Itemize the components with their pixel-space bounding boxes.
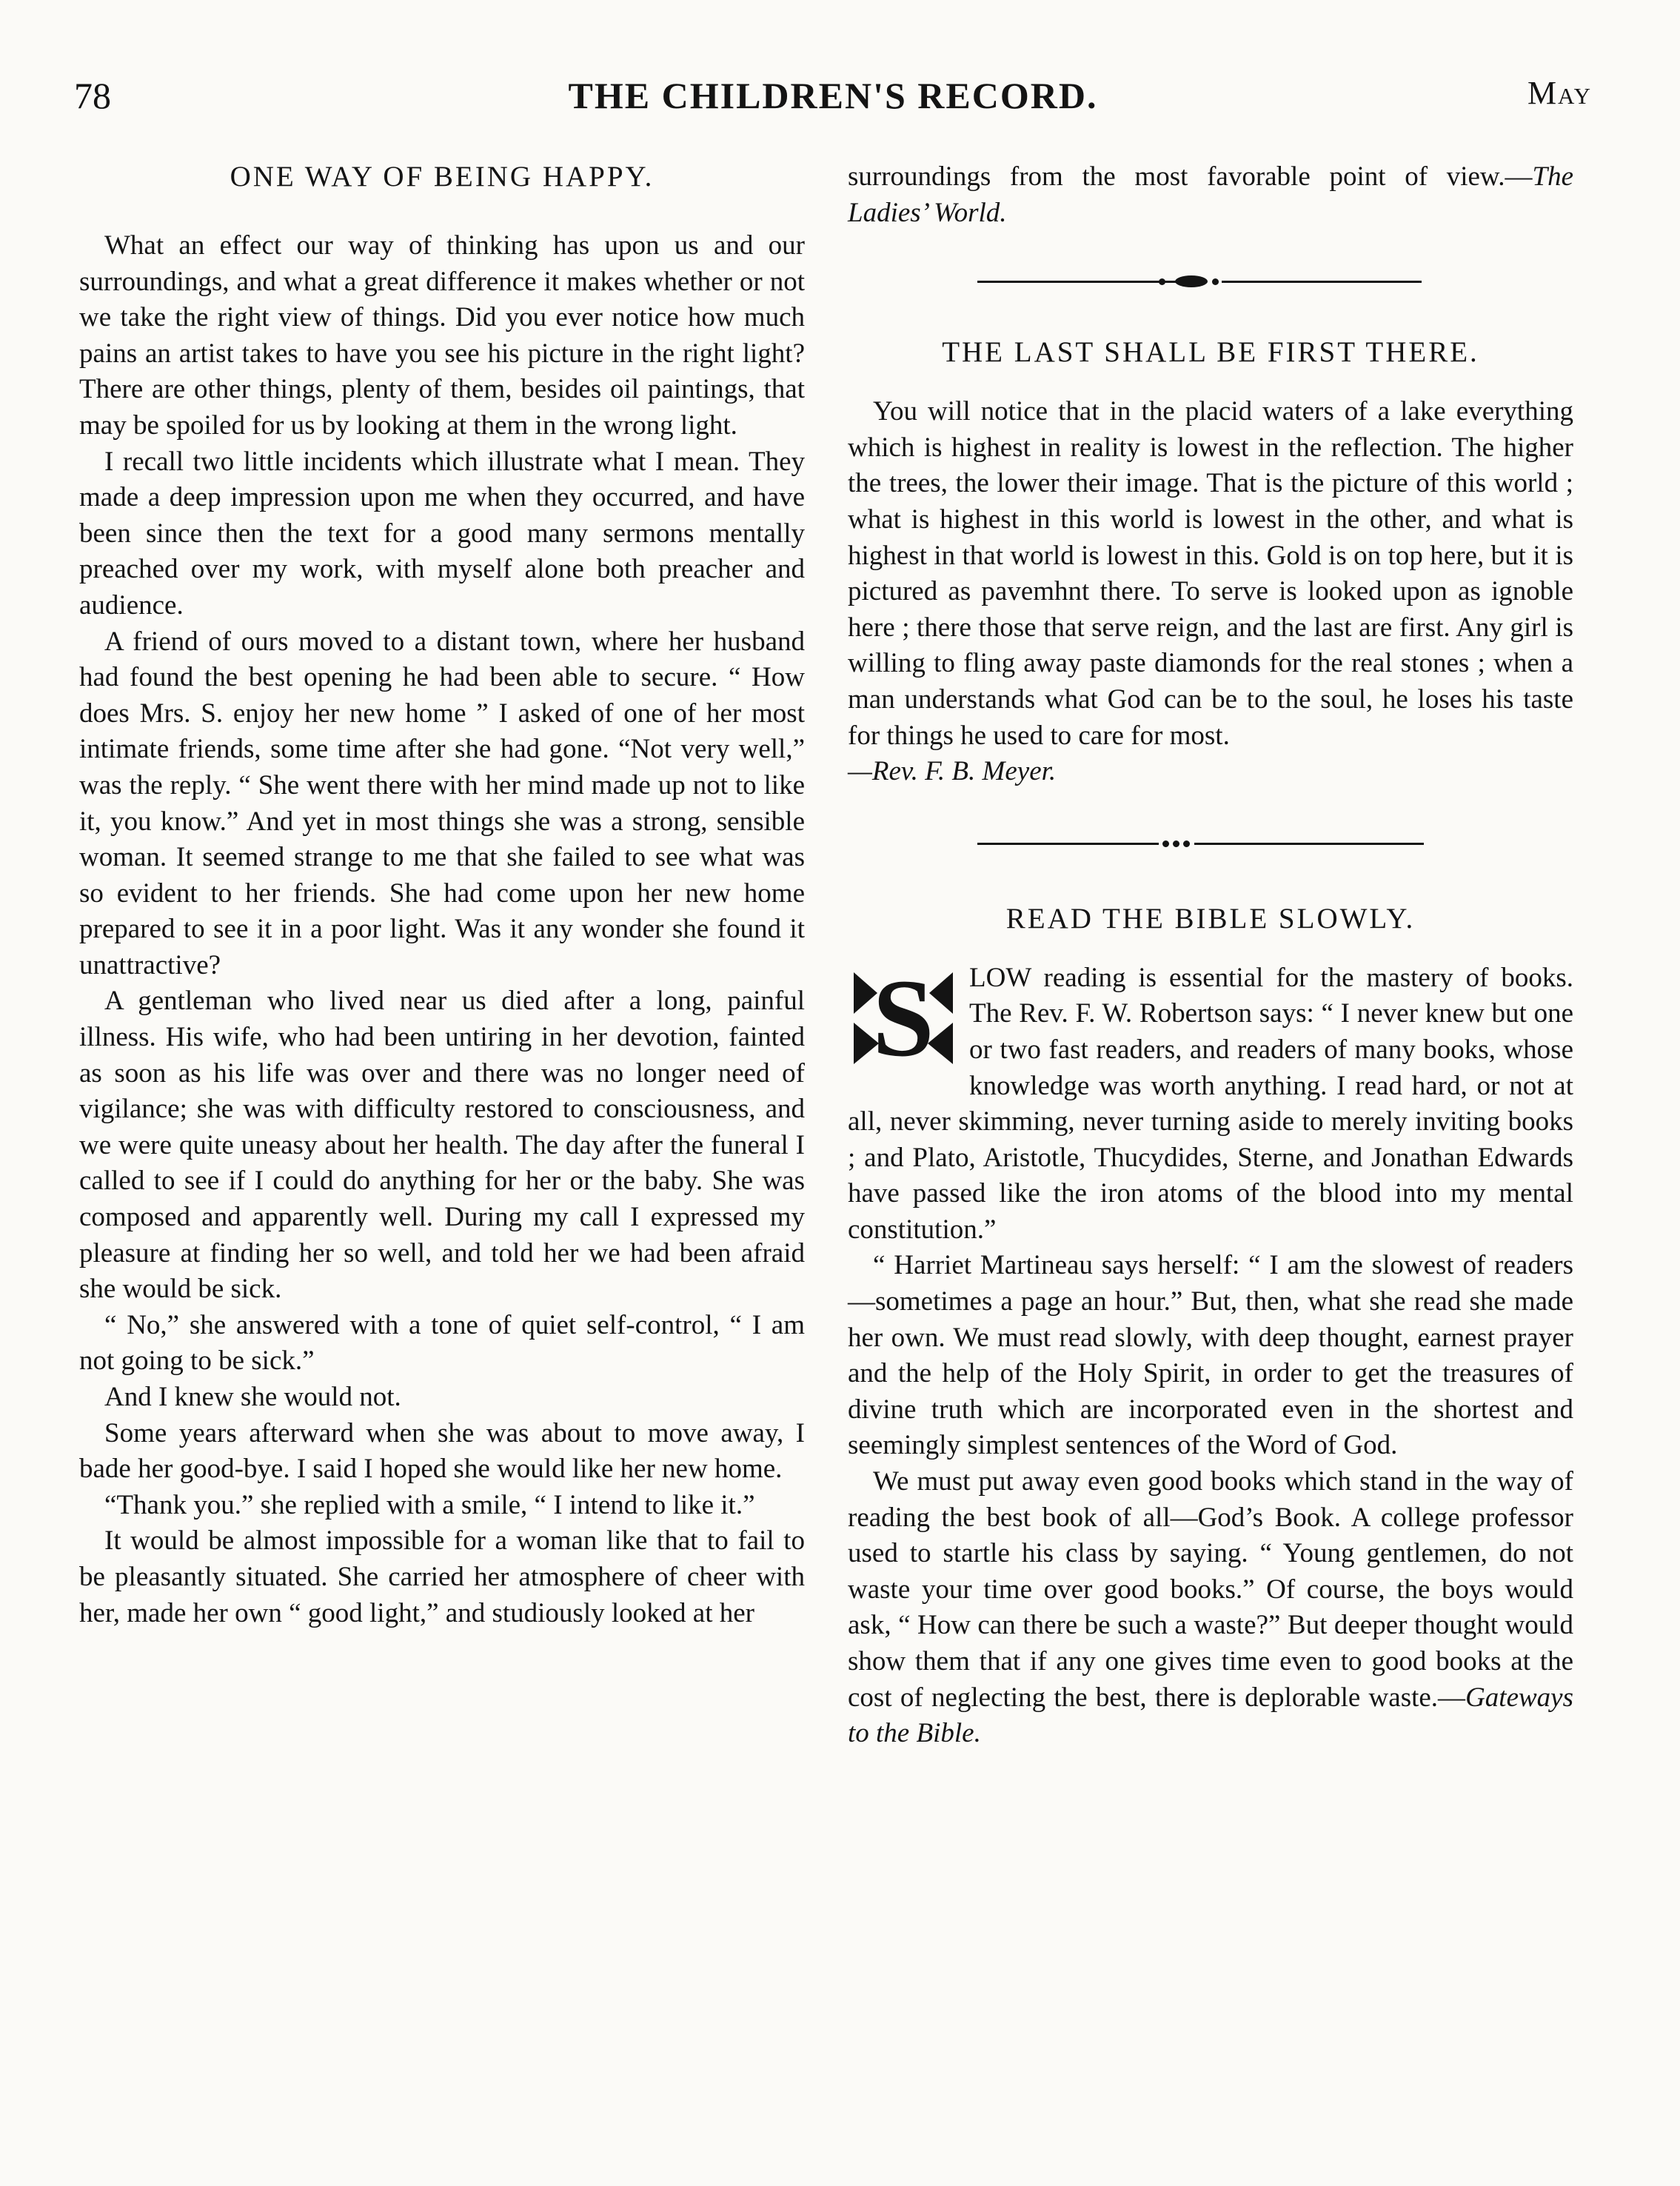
page-number: 78 <box>74 75 111 116</box>
paragraph: I recall two little incidents which illustrate what I mean. They made a deep impression upon me when they occurred, and have been since then the text for a good many sermons mentally preached over my work, with myself alone both preacher and audience. <box>79 446 805 621</box>
attribution-gateways: Gateways to the Bible. <box>848 1682 1573 1749</box>
article-continuation: surroundings from the most favorable point of view.—The Ladies’ World. <box>848 161 1573 228</box>
left-column <box>79 159 805 1631</box>
article-title-read-bible: READ THE BIBLE SLOWLY. <box>1005 902 1416 935</box>
ornamental-divider <box>848 274 1573 289</box>
drop-cap-s <box>848 963 959 1073</box>
paragraph: “Thank you.” she replied with a smile, “ I intend to like it.” <box>104 1489 755 1520</box>
publication-title: THE CHILDREN'S RECORD. <box>568 75 1098 116</box>
paragraph: And I knew she would not. <box>104 1382 401 1412</box>
attribution-meyer: —Rev. F. B. Meyer. <box>848 756 1057 787</box>
paragraph: You will notice that in the placid waters of a lake everything which is highest in reality is lowest in the reflection. The higher the trees, the lower their image. That is the picture of this world ; what is highest in this world is lowest in the other, and what is highest in that world is lowest in this. Gold is on top here, but it is pictured as pavemhnt there. To serve is looked upon as ignoble here ; there those that serve reign, and the last are first. Any girl is willing to fling away paste diamonds for the real stones ; when a man understands what God can be to the soul, he loses his taste for things he used to care for most. —Rev. F. B. Meyer. <box>848 396 1573 787</box>
paragraph: What an effect our way of thinking has upon us and our surroundings, and what a great difference it makes whether or not we take the right view of things. Did you ever notice how much pains an artist takes to have you see his picture in the right light? There are other things, plenty of them, besides oil paintings, that may be spoiled for us by looking at them in the wrong light. <box>79 230 805 441</box>
paragraph: It would be almost impossible for a woman like that to fail to be pleasantly situated. She carried her atmosphere of cheer with her, made her own “ good light,” and studiously looked at her <box>79 1525 805 1628</box>
article-title-last-first: THE LAST SHALL BE FIRST THERE. <box>942 336 1479 369</box>
paragraph: Some years afterward when she was about to move away, I bade her good-bye. I said I hoped she would like her new home. <box>79 1417 805 1485</box>
paragraph: S LOW reading is essential for the mastery of books. The Rev. F. W. Robertson says: “ I never knew but one or two fast readers, and readers of many books, whose knowledge was worth anything. I read hard, or not at all, never skimming, never turning aside to merely inviting books ; and Plato, Aristotle, Thucydides, Sterne, and Jonathan Edwards have passed like the iron atoms of the blood into my mental constitution.” <box>848 960 1573 1249</box>
paragraph: A friend of ours moved to a distant town, where her husband had found the best opening he had been able to secure. “ How does Mrs. S. enjoy her new home ” I asked of one of her most intimate friends, some time after she had gone. “Not very well,” was the reply. “ She went there with her mind made up not to like it, you know.” And yet in most things she was a strong, sensible woman. It seemed strange to me that she failed to see what was so evident to her friends. She had come upon her new home prepared to see it in a poor light. Was it any wonder she found it unattractive? <box>79 626 805 980</box>
ornamental-divider <box>848 836 1573 851</box>
article-title-one-way: ONE WAY OF BEING HAPPY. <box>230 161 655 193</box>
paragraph: A gentleman who lived near us died after a long, painful illness. His wife, who had been untiring in her devotion, fainted as soon as his life was over and there was no longer need of vigilance; she was with difficulty restored to consciousness, and we were quite uneasy about her health. The day after the funeral I called to see if I could do anything for her or the baby. She was composed and apparently well. During my call I expressed my pleasure at finding her so well, and told her we had been afraid she would be sick. <box>79 986 805 1305</box>
paragraph: “ No,” she answered with a tone of quiet self-control, “ I am not going to be sick.” <box>79 1309 805 1377</box>
paragraph: “ Harriet Martineau says herself: “ I am the slowest of readers—sometimes a page an hour.” But, then, what she read she made her own. We must read slowly, with deep thought, earnest prayer and the help of the Holy Spirit, in order to get the treasures of divine truth which are incorporated even in the shortest and seemingly simplest sentences of the Word of God. <box>848 1250 1573 1461</box>
paragraph: We must put away even good books which stand in the way of reading the best book of all—God’s Book. A college professor used to startle his class by saying. “ Young gentlemen, do not waste your time over good books.” Of course, the boys would ask, “ How can there be such a waste?” But deeper thought would show them that if any one gives time even to good books at the cost of neglecting the best, there is deplorable waste.—Gateways to the Bible. <box>848 1466 1573 1749</box>
attribution-ladies-world: The Ladies’ World. <box>848 161 1573 228</box>
right-column <box>848 159 1573 1752</box>
page-header <box>74 74 1592 126</box>
svg-text:S: S <box>872 963 934 1073</box>
issue-month: May <box>1527 75 1592 111</box>
